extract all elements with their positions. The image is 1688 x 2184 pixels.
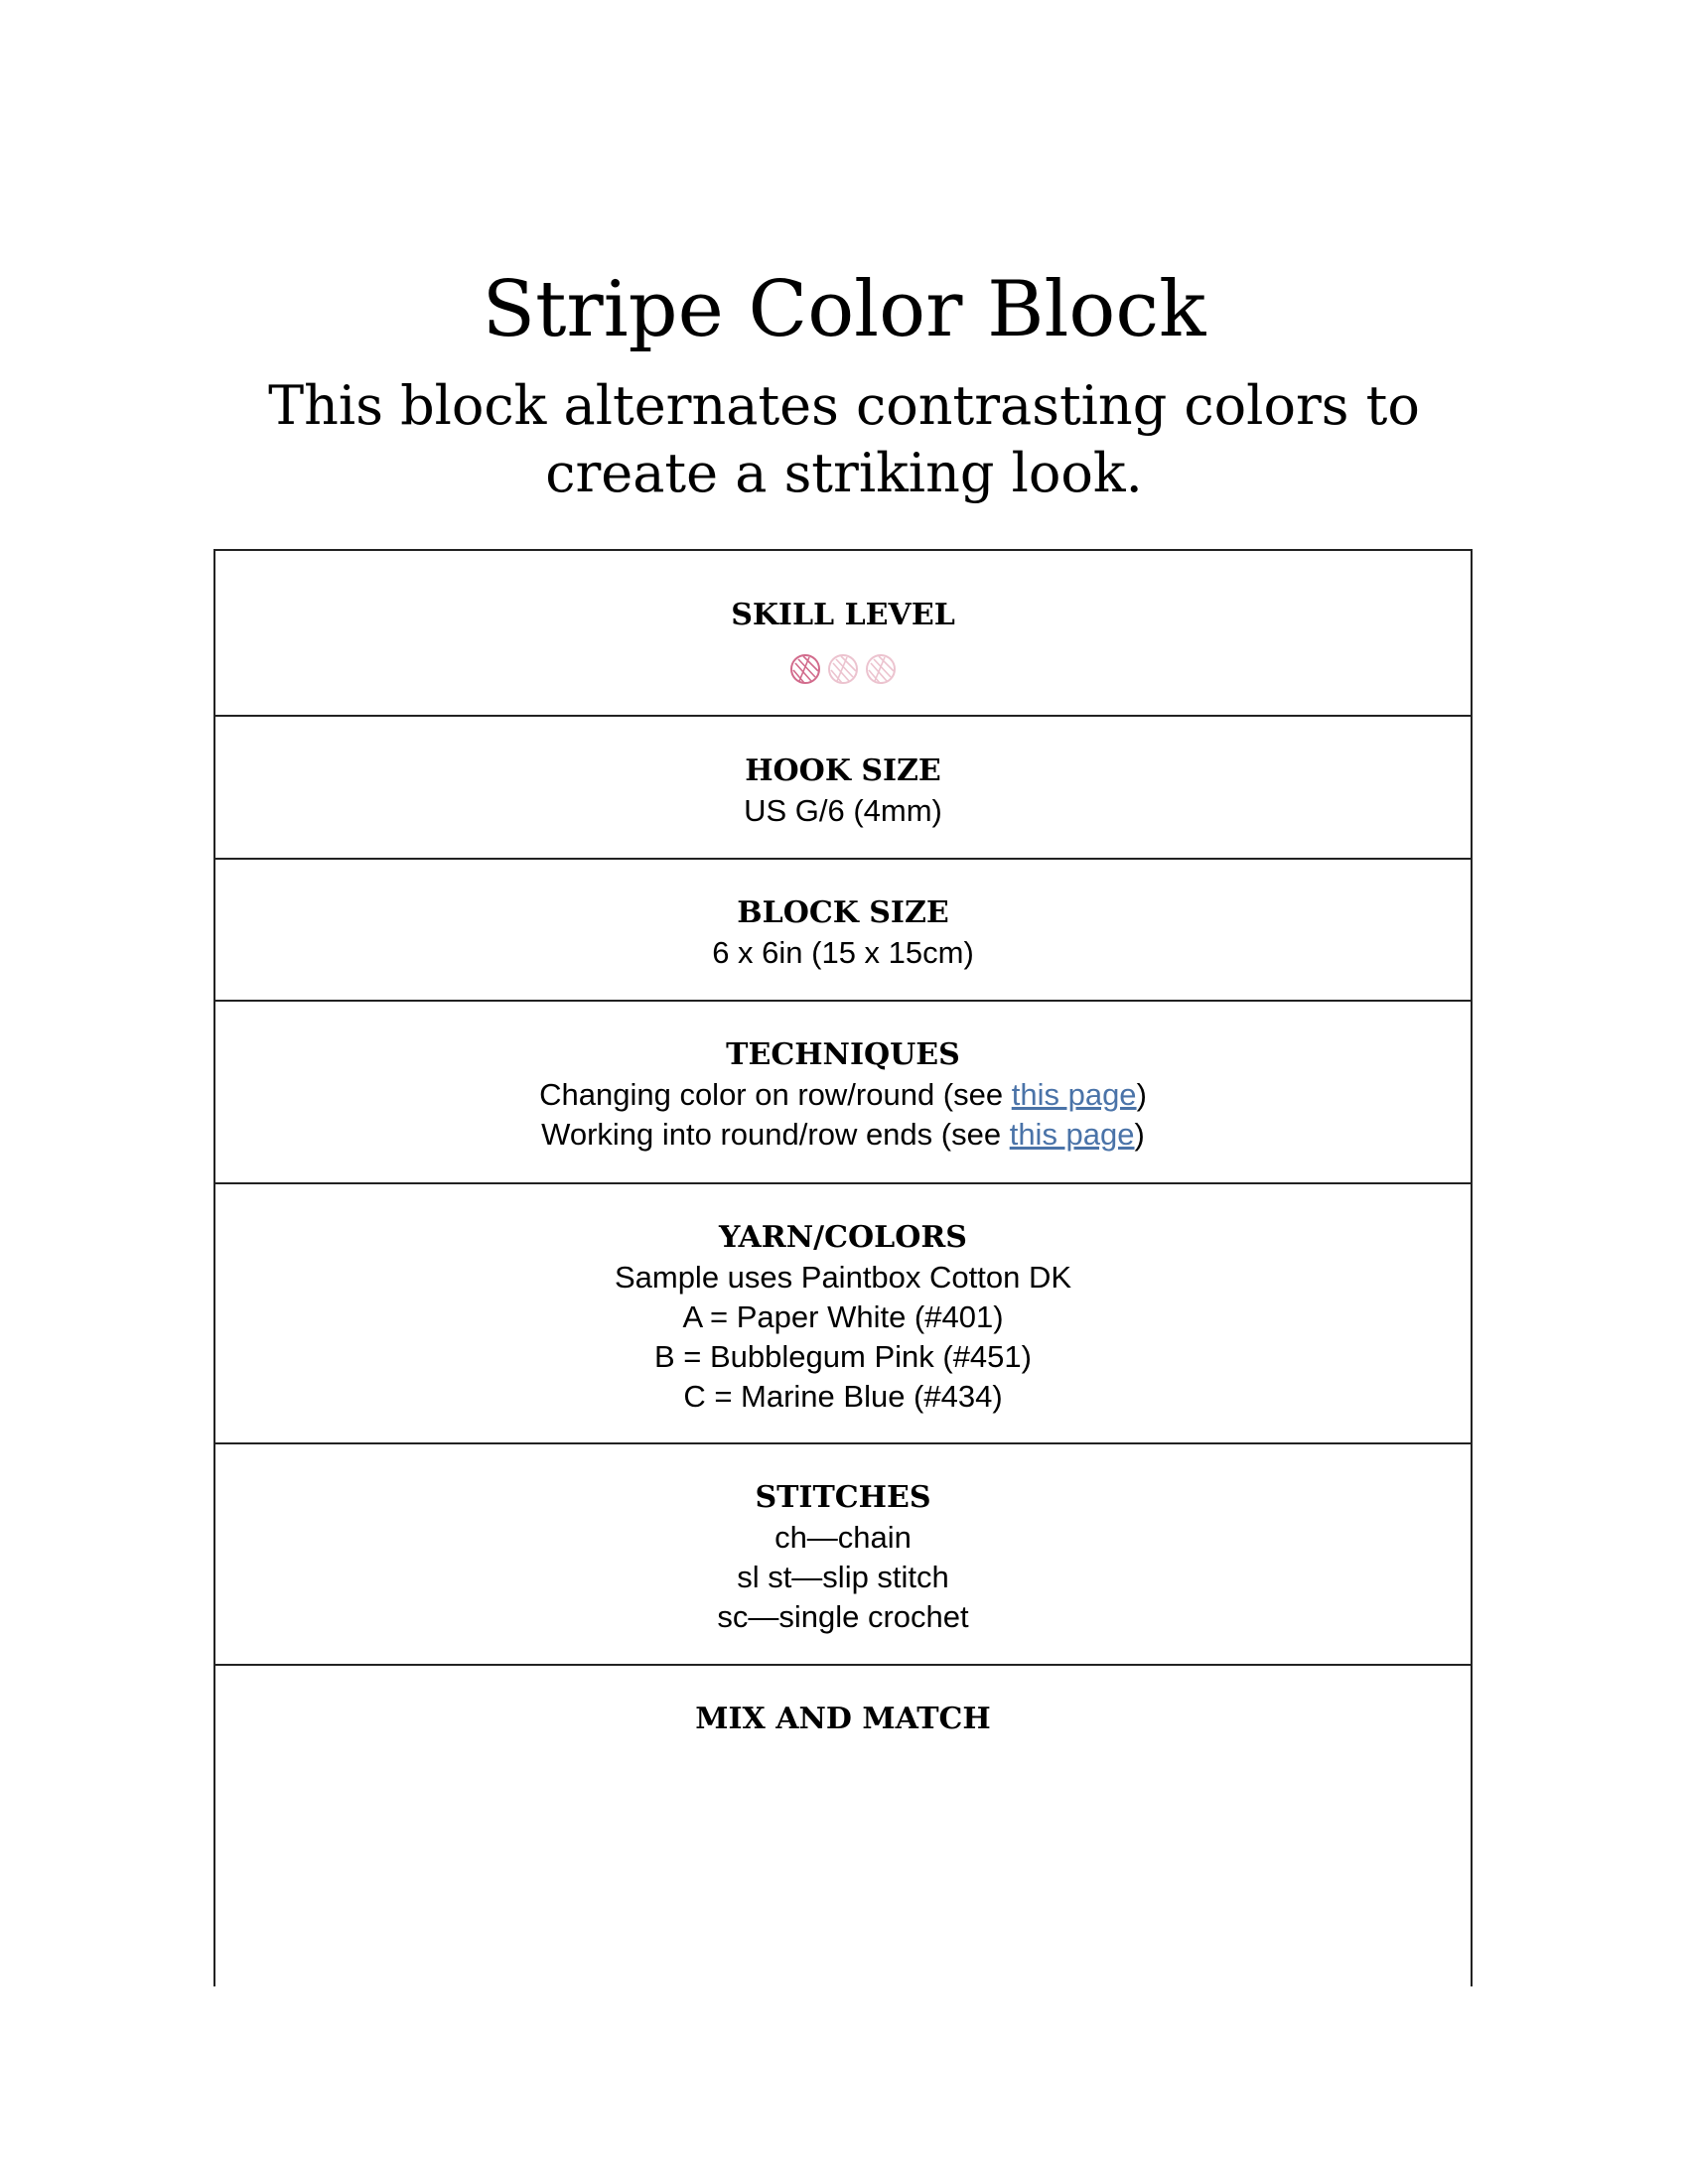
page-title: Stripe Color Block [482,265,1206,354]
yarn-line: A = Paper White (#401) [682,1299,1004,1334]
hook-size-section [215,717,1471,860]
page-subtitle [238,372,1450,507]
yarn-colors-label: YARN/COLORS [719,1220,967,1255]
yarn-colors-section [215,1184,1471,1444]
subtitle-line-2: create a striking look. [545,442,1143,504]
stitch-line: sc—single crochet [717,1599,969,1634]
technique-link[interactable]: this page [1009,1117,1135,1152]
yarn-ball-icon [827,653,859,685]
subtitle-line-1: This block alternates contrasting colors to [268,374,1420,437]
block-size-value: 6 x 6in (15 x 15cm) [712,935,974,970]
yarn-line: B = Bubblegum Pink (#451) [654,1339,1032,1374]
mix-and-match-section [215,1666,1471,1986]
spec-table [213,549,1473,1986]
block-size-label: BLOCK SIZE [737,895,949,930]
mix-and-match-label: MIX AND MATCH [695,1702,991,1736]
hook-size-value: US G/6 (4mm) [744,793,942,828]
stitch-line: ch—chain [774,1520,912,1555]
yarn-ball-icon [865,653,897,685]
skill-level-section [215,551,1471,717]
technique-item: Working into round/row ends (see this page) [541,1117,1145,1152]
stitches-label: STITCHES [755,1480,931,1515]
block-size-section [215,860,1471,1002]
yarn-ball-icon [789,653,821,685]
skill-level-rating [215,653,1471,685]
stitches-section [215,1444,1471,1666]
technique-item: Changing color on row/round (see this page) [539,1077,1147,1112]
hook-size-label: HOOK SIZE [745,753,941,788]
skill-level-label: SKILL LEVEL [731,598,955,632]
technique-link[interactable]: this page [1011,1077,1137,1112]
stitch-line: sl st—slip stitch [737,1560,949,1594]
yarn-line: C = Marine Blue (#434) [683,1379,1003,1414]
yarn-line: Sample uses Paintbox Cotton DK [614,1260,1072,1295]
techniques-label: TECHNIQUES [726,1037,960,1072]
techniques-section [215,1002,1471,1184]
